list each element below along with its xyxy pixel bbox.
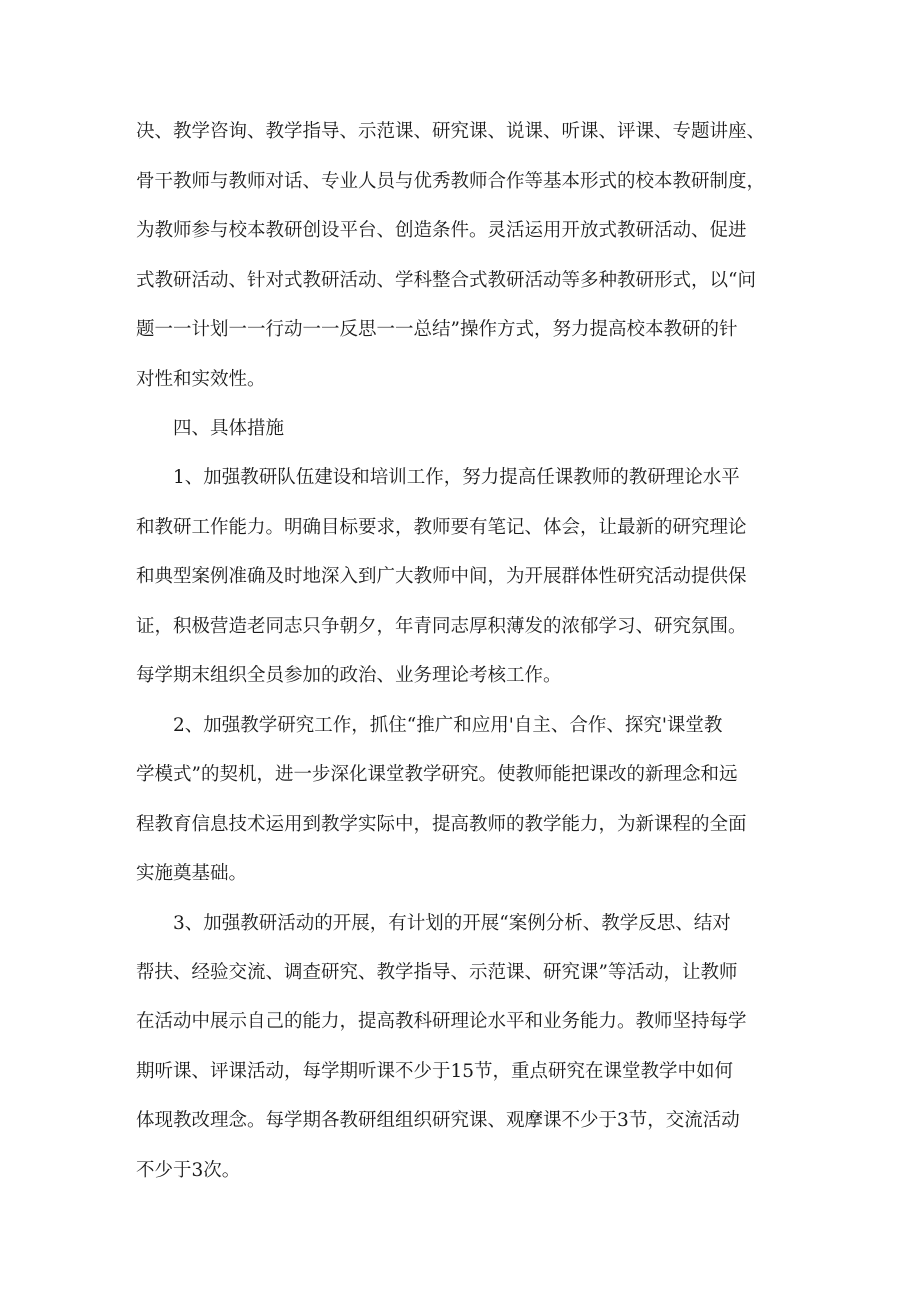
text-line: 每学期末组织全员参加的政治、业务理论考核工作。 [136,665,562,686]
text-line: 程教育信息技术运用到教学实际中，提高教师的教学能力，为新课程的全面 [136,814,747,835]
text-line: 不少于3次。 [136,1160,241,1181]
text-line: 决、教学咨询、教学指导、示范课、研究课、说课、听课、评课、专题讲座、 [136,121,766,142]
text-line: 帮扶、经验交流、调查研究、教学指导、示范课、研究课”等活动，让教师 [136,962,738,983]
text-line: 对性和实效性。 [136,369,266,390]
text-line: 实施奠基础。 [136,863,248,884]
section-heading: 四、具体措施 [173,418,285,439]
text-line: 证，积极营造老同志只争朝夕，年青同志厚积薄发的浓郁学习、研究氛围。 [136,616,747,637]
text-line: 1、加强教研队伍建设和培训工作，努力提高任课教师的教研理论水平 [173,467,740,488]
text-line: 和典型案例准确及时地深入到广大教师中间，为开展群体性研究活动提供保 [136,566,747,587]
text-line: 3、加强教研活动的开展，有计划的开展“案例分析、教学反思、结对 [173,913,731,934]
text-line: 学模式”的契机，进一步深化课堂教学研究。使教师能把课改的新理念和远 [136,764,738,785]
text-line: 在活动中展示自己的能力，提高教科研理论水平和业务能力。教师坚持每学 [136,1011,747,1032]
text-line: 期听课、评课活动，每学期听课不少于15节，重点研究在课堂教学中如何 [136,1061,734,1082]
text-line: 2、加强教学研究工作，抓住“推广和应用'自主、合作、探究'课堂教 [173,715,723,736]
text-line: 骨干教师与教师对话、专业人员与优秀教师合作等基本形式的校本教研制度， [136,171,766,192]
text-line: 式教研活动、针对式教研活动、学科整合式教研活动等多种教研形式，以“问 [136,270,756,291]
text-line: 和教研工作能力。明确目标要求，教师要有笔记、体会，让最新的研究理论 [136,517,747,538]
text-line: 题一一计划一一行动一一反思一一总结”操作方式，努力提高校本教研的针 [136,319,738,340]
text-line: 体现教改理念。每学期各教研组组织研究课、观摩课不少于3节，交流活动 [136,1110,740,1131]
text-line: 为教师参与校本教研创设平台、创造条件。灵活运用开放式教研活动、促进 [136,220,747,241]
